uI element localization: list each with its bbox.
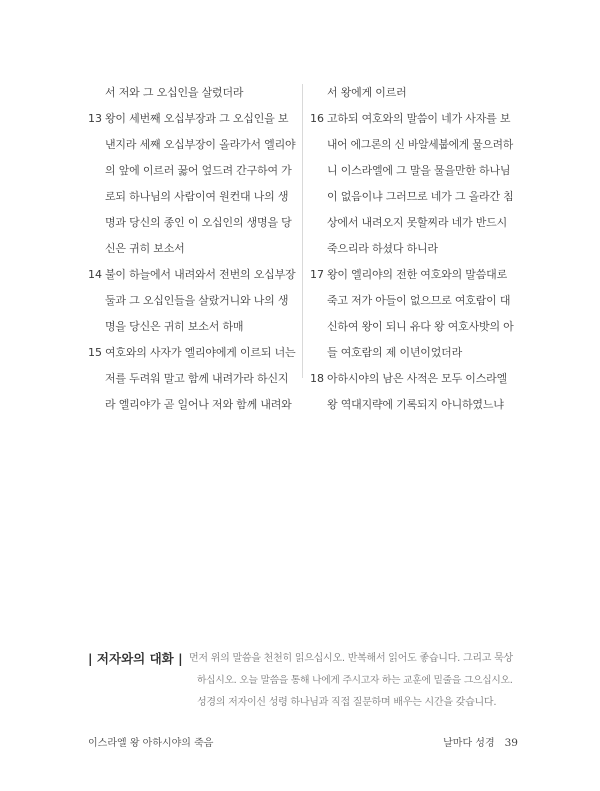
- book-title: 날마다 성경: [443, 738, 495, 749]
- verse-line: [88, 262, 296, 288]
- page-footer: [443, 734, 518, 749]
- verse-number: 14: [88, 268, 102, 281]
- verse-line: [88, 132, 296, 158]
- verse-text: 죽고 저가 아들이 없으므로 여호람이 대: [327, 294, 511, 307]
- right-text-column: [310, 80, 516, 418]
- author-dialogue-line: 성경의 저자이신 성령 하나님과 직접 질문하며 배우는 시간을 갖습니다.: [197, 697, 497, 708]
- verse-line: [310, 366, 516, 392]
- verse-text: 상에서 내려오지 못할찌라 네가 반드시: [327, 216, 508, 229]
- verse-text: 왕이 엘리야의 전한 여호와의 말씀대로: [327, 268, 508, 281]
- verse-line: [310, 340, 516, 366]
- verse-text: 라 엘리야가 곧 일어나 저와 함께 내려와: [105, 398, 292, 411]
- verse-text: 신하여 왕이 되니 유다 왕 여호사밧의 아: [327, 320, 514, 333]
- verse-text: 명과 당신의 종인 이 오십인의 생명을 당: [105, 216, 292, 229]
- verse-line: [88, 184, 296, 210]
- verse-text: 들 여호람의 제 이년이었더라: [327, 346, 463, 359]
- verse-text: 죽으리라 하셨다 하니라: [327, 242, 438, 255]
- verse-number: 18: [310, 372, 324, 385]
- verse-text: 서 저와 그 오십인을 살렸더라: [105, 86, 244, 99]
- verse-line: [88, 366, 296, 392]
- verse-line: [310, 106, 516, 132]
- verse-line: [88, 106, 296, 132]
- author-dialogue-title: | 저자와의 대화 |: [88, 651, 183, 666]
- verse-text: 명을 당신은 귀히 보소서 하매: [105, 320, 244, 333]
- verse-line: [310, 184, 516, 210]
- author-dialogue-line: 먼저 위의 말씀을 천천히 읽으십시오. 반복해서 읽어도 좋습니다. 그리고 묵상: [189, 653, 513, 664]
- verse-text: 로되 하나님의 사람이여 원컨대 나의 생: [105, 190, 289, 203]
- verse-text: 왕이 세번째 오십부장과 그 오십인을 보: [105, 112, 289, 125]
- verse-line: [310, 314, 516, 340]
- verse-line: [88, 314, 296, 340]
- verse-text: 여호와의 사자가 엘리야에게 이르되 너는: [105, 346, 296, 359]
- verse-text: 신은 귀히 보소서: [105, 242, 185, 255]
- column-divider: [302, 84, 303, 378]
- verse-number: 13: [88, 112, 102, 125]
- verse-text: 둘과 그 오십인들을 살랐거니와 나의 생: [105, 294, 289, 307]
- verse-line: [310, 132, 516, 158]
- verse-line: [88, 340, 296, 366]
- left-text-column: [88, 80, 296, 418]
- verse-number: 15: [88, 346, 102, 359]
- verse-line: [310, 80, 516, 106]
- verse-text: 니 이스라엘에 그 말을 물을만한 하나님: [327, 164, 511, 177]
- verse-text: 내어 에그론의 신 바알세붑에게 물으려하: [327, 138, 514, 151]
- verse-number: 17: [310, 268, 324, 281]
- verse-text: 저를 두려워 말고 함께 내려가라 하신지: [105, 372, 289, 385]
- verse-text: 고하되 여호와의 말씀이 네가 사자를 보: [327, 112, 511, 125]
- verse-text: 이 없음이냐 그러므로 네가 그 올라간 침: [327, 190, 514, 203]
- verse-text: 낸지라 세째 오십부장이 올라가서 엘리야: [105, 138, 296, 151]
- verse-line: [310, 288, 516, 314]
- verse-number: 16: [310, 112, 324, 125]
- verse-line: [310, 236, 516, 262]
- verse-text: 서 왕에게 이르러: [327, 86, 407, 99]
- verse-text: 아하시야의 남은 사적은 모두 이스라엘: [327, 372, 508, 385]
- verse-text: 의 앞에 이르러 꿇어 엎드려 간구하여 가: [105, 164, 292, 177]
- author-dialogue-text: [189, 648, 519, 714]
- verse-line: [88, 158, 296, 184]
- page-number: 39: [504, 737, 518, 749]
- verse-line: [88, 236, 296, 262]
- verse-text: 불이 하늘에서 내려와서 전번의 오십부장: [105, 268, 296, 281]
- verse-text: 왕 역대지략에 기록되지 아니하였느냐: [327, 398, 504, 411]
- chapter-title: 이스라엘 왕 아하시야의 죽음: [88, 738, 214, 749]
- verse-line: [88, 210, 296, 236]
- verse-line: [88, 288, 296, 314]
- verse-line: [88, 392, 296, 418]
- verse-line: [310, 262, 516, 288]
- verse-line: [310, 392, 516, 418]
- author-dialogue-line: 하십시오. 오늘 말씀을 통해 나에게 주시고자 하는 교훈에 밑줄을 그으십시오.: [197, 675, 513, 686]
- verse-line: [88, 80, 296, 106]
- verse-line: [310, 210, 516, 236]
- verse-line: [310, 158, 516, 184]
